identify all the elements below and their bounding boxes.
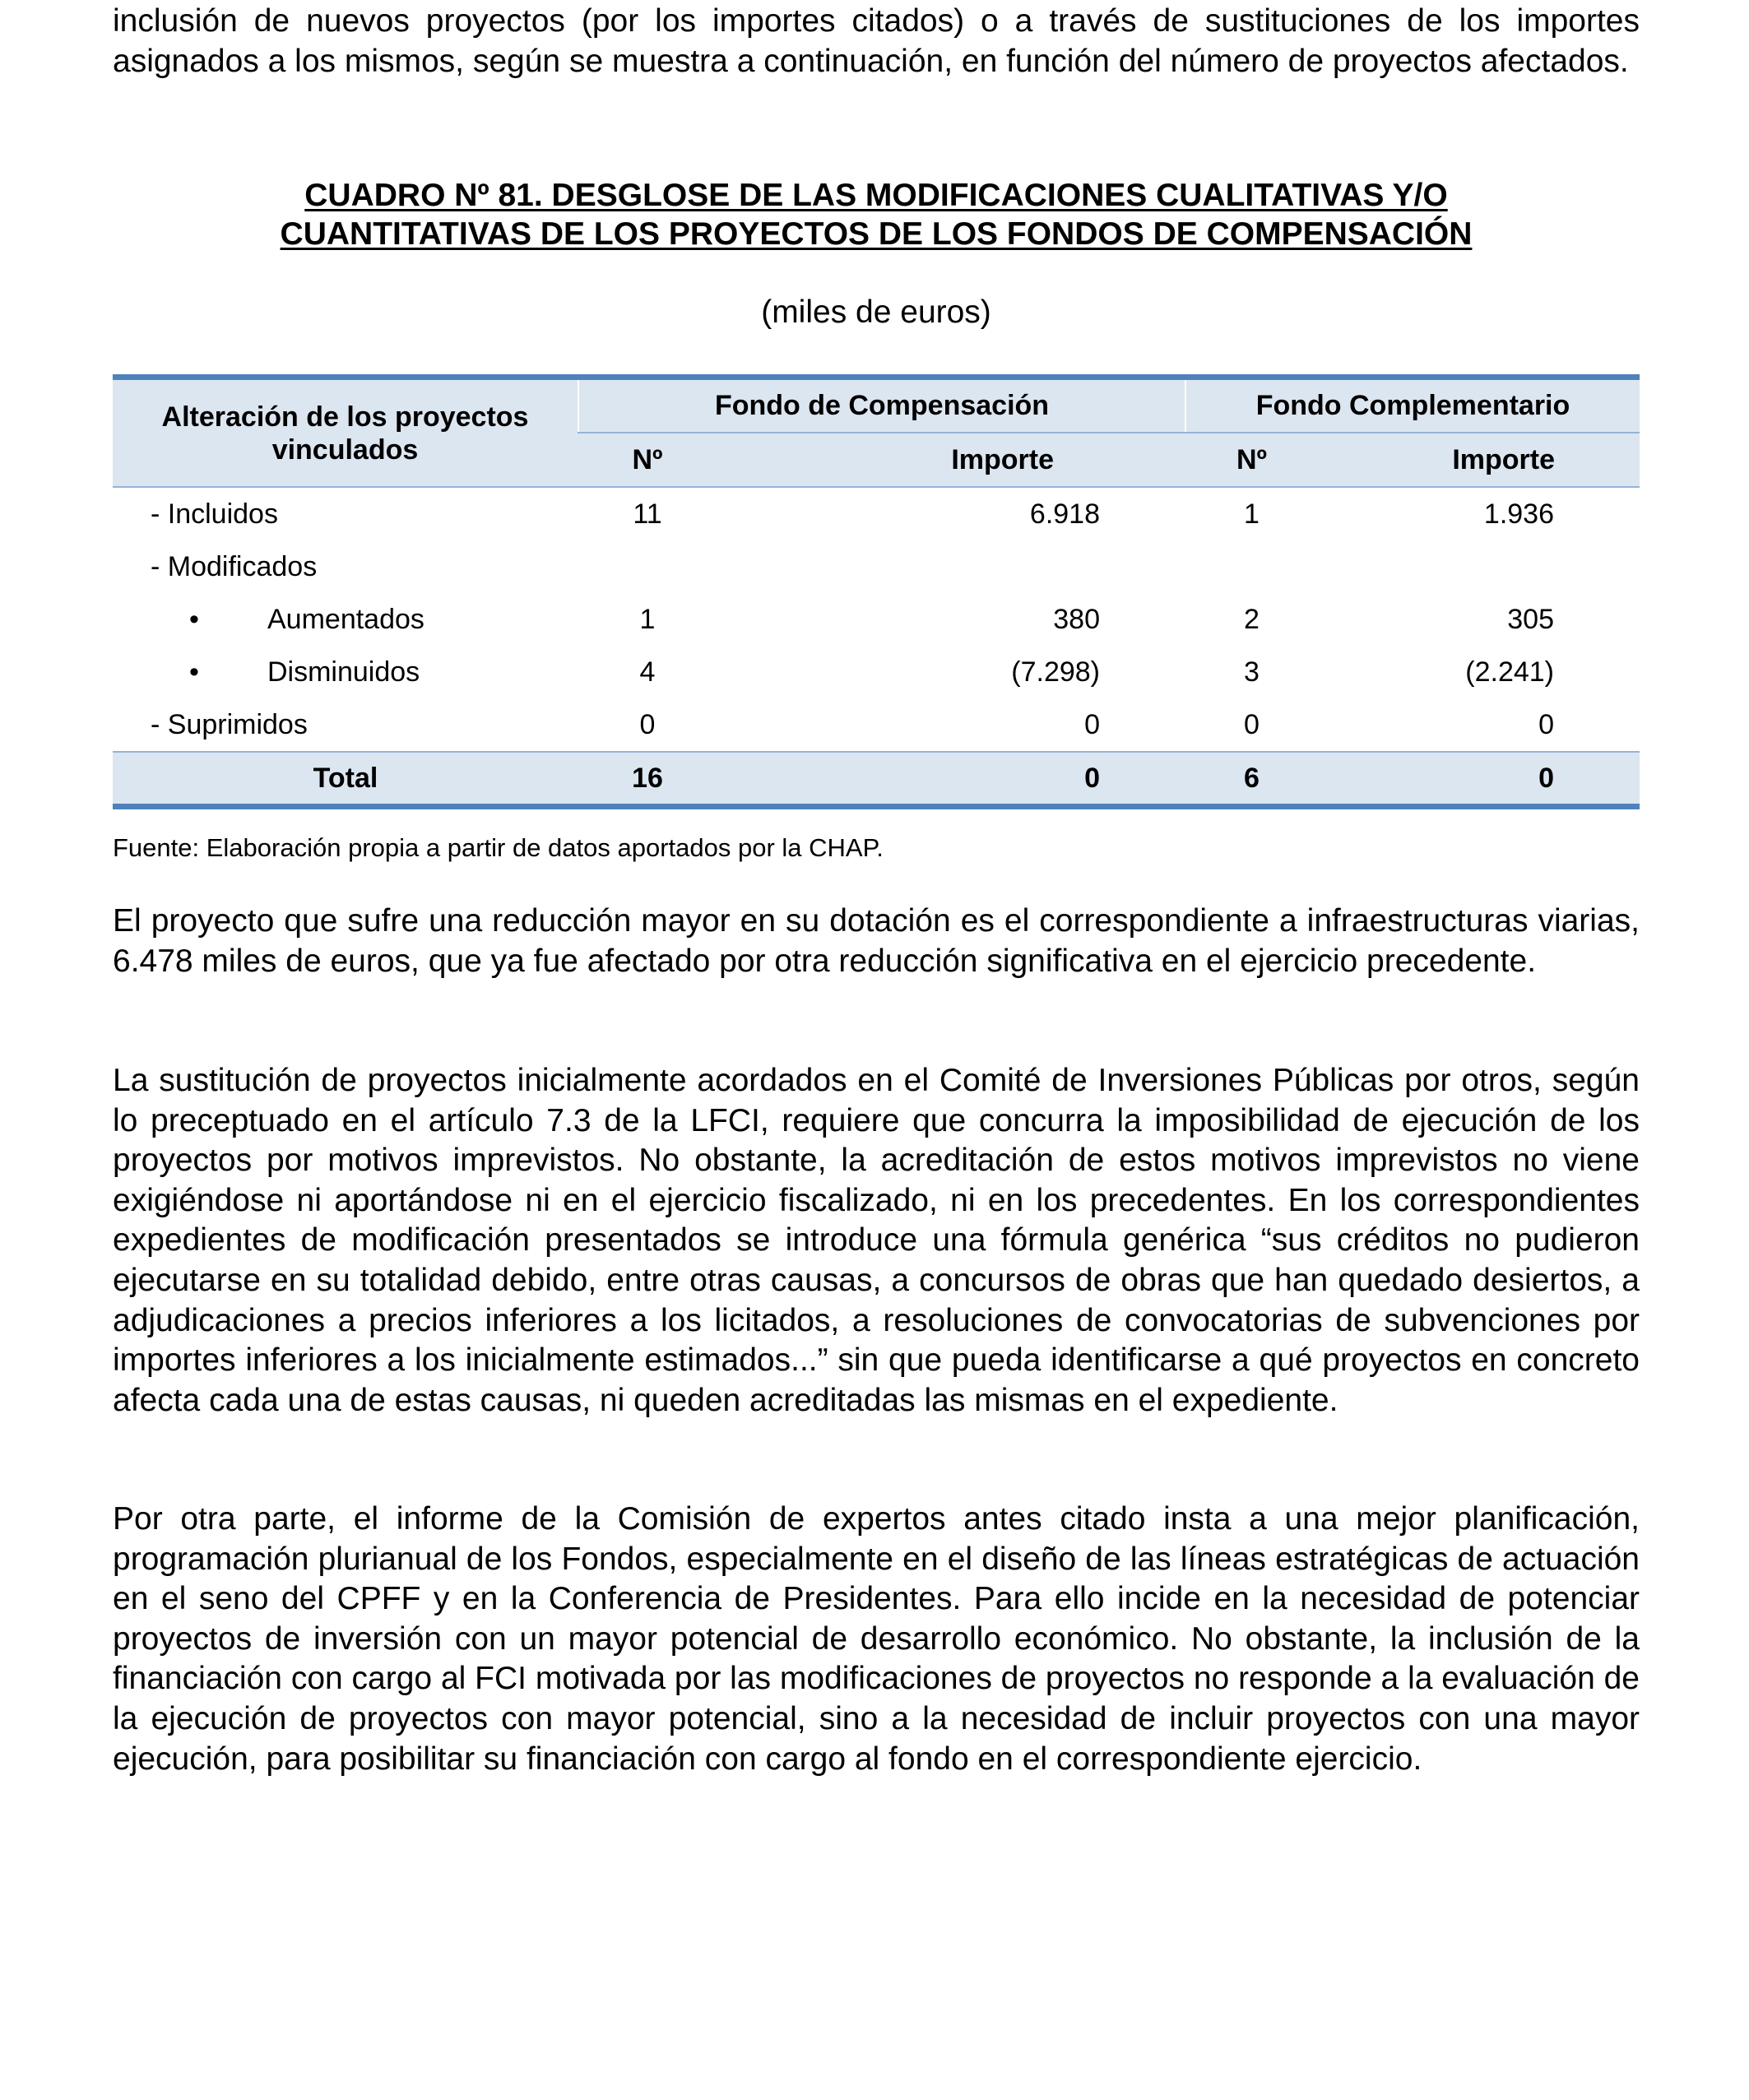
cell-fc-importe: 6.918 (1029, 498, 1100, 530)
row-label: - Modificados (151, 550, 318, 582)
cell-fc-importe: (7.298) (1011, 656, 1100, 688)
cell-fcomp-importe: 0 (1538, 708, 1554, 740)
table-title (113, 176, 1640, 253)
table-row-aumentados (113, 593, 1640, 646)
body-paragraph-3: Por otra parte, el informe de la Comisión de expertos antes citado insta a una mejor planificación, programación plurianual de los Fondos, especialmente en el diseño de las líneas estratégicas de actuación en el seno del CPFF y en la Conferencia de Presidentes. Para ello incide en la necesidad de potenciar proyectos de inversión con un mayor potencial de desarrollo económico. No obstante, la inclusión de la financiación con cargo al FCI motivada por las modificaciones de proyectos no responde a la evaluación de la ejecución de proyectos con mayor potencial, sino a la necesidad de incluir proyectos con una mayor ejecución, para posibilitar su financiación con cargo al fondo en el correspondiente ejercicio. (113, 1501, 1640, 1777)
row-label: - Suprimidos (151, 708, 308, 740)
cell-fcomp-importe: 0 (1318, 752, 1640, 807)
table-row-total (113, 752, 1640, 807)
cell-fc-n: 0 (639, 708, 656, 740)
row-label: - Incluidos (151, 498, 278, 530)
table-title-line-1: CUADRO Nº 81. DESGLOSE DE LAS MODIFICACIONES CUALITATIVAS Y/O (304, 178, 1448, 213)
body-paragraph-1: El proyecto que sufre una reducción mayor en su dotación es el correspondiente a infraestructuras viarias, 6.478 miles de euros, que ya fue afectado por otra reducción significativa en el ejercicio precedente. (113, 903, 1640, 979)
row-label (113, 646, 578, 698)
cell-fcomp-n: 1 (1244, 498, 1260, 530)
body-paragraph-2: La sustitución de proyectos inicialmente acordados en el Comité de Inversiones Públicas por otros, según lo preceptuado en el artículo 7.3 de la LFCI, requiere que concurra la imposibilidad de ejecución de los proyectos por motivos imprevistos. No obstante, la acreditación de estos motivos imprevistos no viene exigiéndose ni aportándose ni en el ejercicio fiscalizado, ni en los precedentes. En los correspondientes expedientes de modificación presentados se introduce una fórmula genérica “sus créditos no pudieron ejecutarse en su totalidad debido, entre otras causas, a concursos de obras que han quedado desiertos, a adjudicaciones a precios inferiores a los licitados, a resoluciones de convocatorias de subvenciones por importes inferiores a los inicialmente estimados...” sin que pueda identificarse a qué proyectos en concreto afecta cada una de estas causas, ni queden acreditadas las mismas en el expediente. (113, 1063, 1640, 1418)
cell-fcomp-importe: 1.936 (1483, 498, 1554, 530)
cell-fc-importe: 0 (717, 752, 1185, 807)
header-fcomp-importe: Importe (1318, 433, 1640, 487)
cell-fc-importe: 380 (1053, 603, 1100, 635)
table-row-disminuidos (113, 646, 1640, 698)
row-label-text: Disminuidos (267, 656, 420, 688)
intro-paragraph: inclusión de nuevos proyectos (por los importes citados) o a través de sustituciones de los importes asignados a los mismos, según se muestra a continuación, en función del número de proyectos afectados. (113, 3, 1640, 79)
cell-fcomp-n: 3 (1244, 656, 1260, 688)
table-row-incluidos (113, 487, 1640, 540)
row-label: Total (113, 752, 578, 807)
cell-fc-n: 1 (639, 603, 656, 635)
table-row-modificados (113, 540, 1640, 593)
header-row-label: Alteración de los proyectos vinculados (113, 378, 578, 488)
cell-fc-n: 11 (633, 498, 662, 530)
cell-fcomp-n: 0 (1244, 708, 1260, 740)
cell-fc-n: 4 (639, 656, 656, 688)
row-label (113, 593, 578, 646)
table-header-row (113, 378, 1640, 433)
bullet-icon: • (189, 603, 199, 635)
table-units: (miles de euros) (761, 294, 991, 330)
cell-fcomp-n: 6 (1185, 752, 1318, 807)
table-source-note: Fuente: Elaboración propia a partir de datos aportados por la CHAP. (113, 833, 884, 862)
header-fondo-complementario: Fondo Complementario (1185, 378, 1640, 433)
header-fc-importe: Importe (717, 433, 1185, 487)
modifications-table (113, 374, 1640, 809)
bullet-icon: • (189, 656, 199, 688)
row-label-text: Aumentados (267, 603, 424, 635)
cell-fcomp-n: 2 (1244, 603, 1260, 635)
header-fcomp-n: Nº (1185, 433, 1318, 487)
cell-fcomp-importe: 305 (1507, 603, 1554, 635)
cell-fc-n: 16 (578, 752, 717, 807)
header-fc-n: Nº (578, 433, 717, 487)
table-row-suprimidos (113, 698, 1640, 752)
cell-fc-importe: 0 (1084, 708, 1100, 740)
table-title-line-2: CUANTITATIVAS DE LOS PROYECTOS DE LOS FONDOS DE COMPENSACIÓN (280, 216, 1473, 252)
header-fondo-compensacion: Fondo de Compensación (578, 378, 1185, 433)
cell-fcomp-importe: (2.241) (1465, 656, 1554, 688)
